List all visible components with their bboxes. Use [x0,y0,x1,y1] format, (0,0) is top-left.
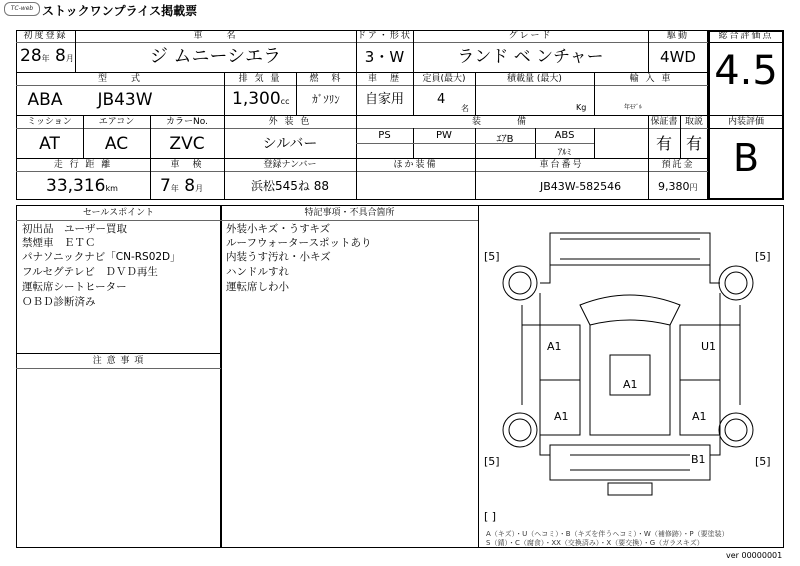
label-warranty: 保証書 [650,117,678,127]
label-first-reg: 初度登録 [23,31,68,41]
special-line-3: 内装うす汚れ・小キズ [226,251,331,263]
wheel-rear-right-icon [719,413,753,447]
wheel-front-left-icon [503,266,537,300]
label-usage: 車 歴 [367,74,401,84]
mark-right-rear-bumper: B1 [691,453,706,466]
sales-line-3: パナソニックナビ「CN-RS02D」 [22,251,181,263]
sales-line-4: フルセグテレビ ＤＶＤ再生 [22,266,158,278]
label-other-equip: ほか装備 [393,160,438,170]
version-text: ver 00000001 [726,551,783,560]
label-fuel: 燃 料 [309,74,343,84]
legend-line-1: A（キズ）・U（ヘコミ）・B（キズを伴うヘコミ）・W（補修跡）・P（要塗装） [486,530,729,538]
equip-airbag: ｴｱB [496,134,514,145]
mark-right-front-door: U1 [701,340,717,353]
label-grade: グレード [508,31,553,41]
special-line-5: 運転席しわ小 [226,281,289,293]
bracket-front-left: [5] [484,250,500,263]
drive-value: 4WD [660,48,696,66]
mission-value: AT [39,134,60,154]
label-equipment: 装 備 [471,117,532,127]
sales-title: セールスポイント [82,208,155,218]
label-plate: 登録ナンバー [263,160,317,170]
bracket-bottom: [ ] [484,510,497,523]
aircon-value: AC [104,134,129,154]
wheel-rear-left-icon [503,413,537,447]
mark-left-rear: A1 [554,410,569,423]
capacity-value: 4 [437,92,446,107]
label-deposit: 預託金 [661,160,695,170]
load-unit: Kg [576,103,587,112]
car-name-value: ジ ムニーシエラ [149,46,282,67]
special-line-1: 外装小キズ・うすキズ [226,223,331,235]
plate-value: 浜松545ね 88 [251,179,329,193]
label-mileage: 走 行 距 離 [53,160,113,170]
label-capacity: 定員(最大) [422,74,466,84]
displacement-value: 1,300cc [232,89,290,109]
capacity-unit: 名 [461,104,469,113]
overall-score-value: 4.5 [714,48,778,94]
label-load: 積載量 (最大) [507,74,562,84]
wheel-front-right-icon [719,266,753,300]
equip-abs: ABS [554,130,575,141]
sales-line-6: ＯＢＤ診断済み [22,296,96,308]
exterior-value: シルバー [262,136,318,152]
logo: TC-web [4,2,40,16]
fuel-value: ｶﾞｿﾘﾝ [312,93,340,106]
manual-value: 有 [685,134,702,153]
bracket-front-right: [5] [755,250,771,263]
label-drive: 駆動 [666,31,689,41]
caution-title: 注 意 事 項 [92,356,145,366]
label-exterior: 外 装 色 [268,117,312,127]
label-doors: ドア・形状 [357,31,412,41]
mark-right-rear: A1 [692,410,707,423]
doors-value: 3・W [364,48,405,66]
equip-ps: PS [378,130,391,141]
grade-value: ランド ベ ンチャー [457,47,604,67]
sales-line-1: 初出品 ユーザー買取 [22,223,127,235]
sales-line-5: 運転席シートヒーター [22,281,127,293]
bracket-rear-left: [5] [484,455,500,468]
label-interior-score: 内装評価 [727,117,764,127]
bracket-rear-right: [5] [755,455,771,468]
usage-value: 自家用 [364,92,404,107]
label-model: 型 式 [97,74,142,84]
sales-line-2: 禁煙車 ＥＴＣ [22,237,96,249]
mark-roof: A1 [623,378,638,391]
special-line-2: ルーフウォータースポットあり [226,237,372,249]
label-aircon: エアコン [98,117,135,127]
label-manual: 取説 [684,117,703,127]
label-chassis: 車台番号 [539,160,584,170]
page-title: ストックワンプライス掲載票 [42,4,198,18]
label-color-no: カラーNo. [166,117,208,127]
label-overall-score: 総合評価点 [718,31,774,41]
warranty-value: 有 [655,134,672,153]
inspection-value: 7年 8月 [160,176,204,196]
color-no-value: ZVC [169,134,205,154]
mileage-value: 33,316km [46,176,118,196]
interior-score-value: B [732,136,760,180]
first-reg-value: 28年 8月 [20,46,74,66]
equip-pw: PW [436,130,452,141]
model-value: JB43W [97,90,153,110]
special-line-4: ハンドルすれ [226,266,289,278]
equip-alloy: ｱﾙﾐ [557,148,572,158]
label-mission: ミッション [27,117,72,127]
car-diagram [478,205,784,548]
legend-line-2: S（錆）・C（腐食）・XX（交換済み）・X（要交換）・G（ガラスキズ） [486,539,704,547]
chassis-value: JB43W-582546 [540,180,622,193]
mark-left-front-door: A1 [547,340,562,353]
import-note: 年ﾓﾃﾞﾙ [624,104,643,111]
label-import: 輸 入 車 [629,74,673,84]
label-inspection: 車 検 [170,160,204,170]
label-displacement: 排 気 量 [238,74,282,84]
label-car-name: 車 名 [193,31,238,41]
special-title: 特記事項・不具合箇所 [304,208,395,218]
model-prefix-value: ABA [27,90,63,110]
deposit-value: 9,380円 [658,180,698,193]
